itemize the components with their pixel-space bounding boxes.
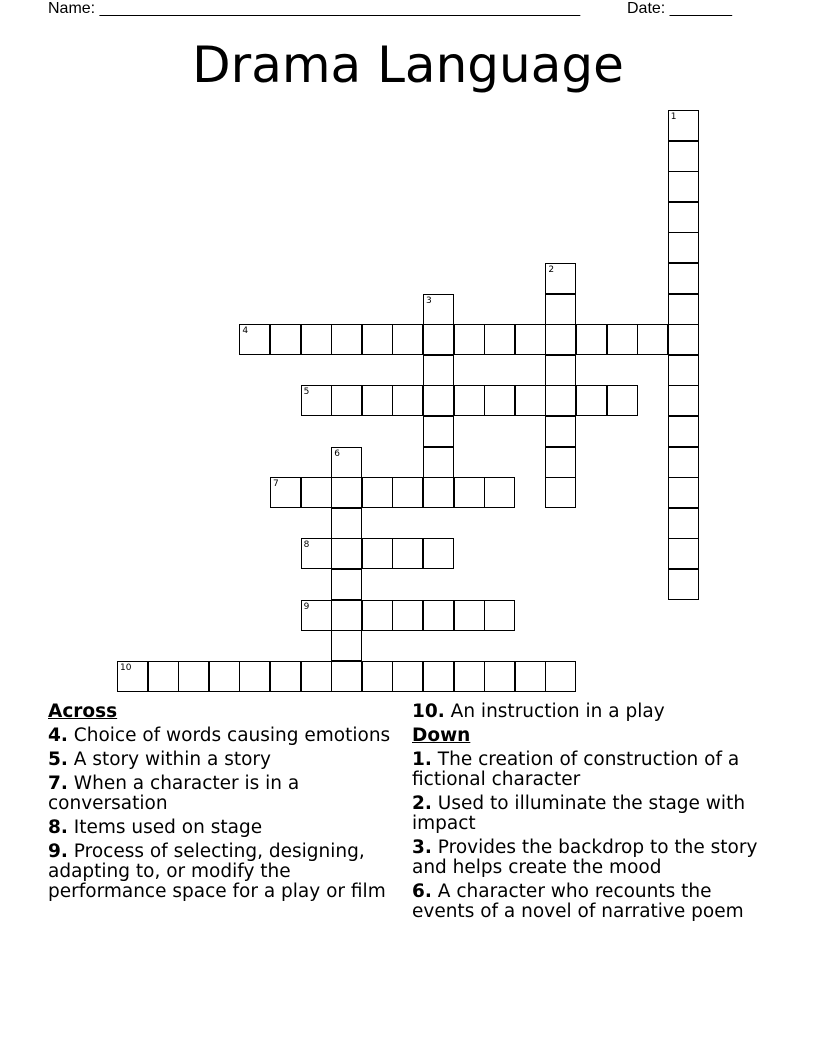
grid-cell[interactable] [545, 477, 576, 508]
clue-number: 5 [303, 387, 310, 398]
grid-cell[interactable] [454, 324, 485, 355]
clue-across-8: 8. Items used on stage [48, 817, 263, 838]
clue-number: 2 [548, 265, 555, 275]
grid-cell[interactable] [331, 600, 362, 631]
grid-cell[interactable] [454, 385, 485, 416]
clue-across-7: 7. When a character is in a conversation [48, 773, 300, 814]
grid-cell[interactable] [576, 324, 607, 355]
clue-number: 9 [303, 601, 310, 612]
grid-cell[interactable] [545, 263, 576, 294]
grid-cell[interactable] [545, 416, 576, 447]
grid-cell[interactable] [423, 385, 454, 416]
grid-cell[interactable] [331, 477, 362, 508]
grid-cell[interactable] [301, 324, 332, 355]
grid-cell[interactable] [668, 538, 699, 569]
clue-down-1: 1. The creation of construction of a fictional character [412, 749, 740, 790]
clue-number: 1 [670, 112, 677, 122]
grid-cell[interactable] [454, 661, 485, 692]
grid-cell[interactable] [270, 661, 301, 692]
grid-cell[interactable] [515, 661, 546, 692]
grid-cell[interactable] [362, 600, 393, 631]
grid-cell[interactable] [392, 600, 423, 631]
grid-cell[interactable] [668, 477, 699, 508]
clue-number: 4 [242, 326, 249, 337]
grid-cell[interactable] [668, 202, 699, 233]
grid-cell[interactable] [454, 600, 485, 631]
grid-cell[interactable] [484, 600, 515, 631]
grid-cell[interactable] [117, 661, 148, 692]
grid-cell[interactable] [331, 569, 362, 600]
grid-cell[interactable] [668, 416, 699, 447]
grid-cell[interactable] [148, 661, 179, 692]
grid-cell[interactable] [392, 661, 423, 692]
down-clues-column [412, 702, 772, 926]
grid-cell[interactable] [392, 477, 423, 508]
grid-cell[interactable] [239, 324, 270, 355]
grid-cell[interactable] [331, 385, 362, 416]
header [48, 0, 732, 18]
clue-number: 8 [303, 540, 310, 551]
down-heading: Down [412, 725, 471, 746]
grid-cell[interactable] [423, 600, 454, 631]
grid-cell[interactable] [301, 385, 332, 416]
grid-cell[interactable] [301, 538, 332, 569]
clue-down-6: 6. A character who recounts the events of a novel of narrative poem [412, 881, 744, 922]
grid-cell[interactable] [423, 447, 454, 478]
grid-cell[interactable] [668, 324, 699, 355]
grid-cell[interactable] [545, 447, 576, 478]
grid-cell[interactable] [423, 538, 454, 569]
clue-down-2: 2. Used to illuminate the stage with impact [412, 793, 746, 834]
grid-cell[interactable] [331, 630, 362, 661]
grid-cell[interactable] [362, 324, 393, 355]
grid-cell[interactable] [545, 385, 576, 416]
clue-across-5: 5. A story within a story [48, 749, 271, 770]
page-title: Drama Language [192, 36, 624, 94]
grid-cell[interactable] [545, 294, 576, 325]
grid-cell[interactable] [515, 324, 546, 355]
grid-cell[interactable] [484, 324, 515, 355]
grid-cell[interactable] [668, 447, 699, 478]
grid-cell[interactable] [331, 324, 362, 355]
grid-cell[interactable] [423, 477, 454, 508]
across-heading: Across [48, 701, 118, 722]
grid-cell[interactable] [423, 661, 454, 692]
grid-cell[interactable] [607, 385, 638, 416]
clue-down-3: 3. Provides the backdrop to the story and helps create the mood [412, 837, 758, 878]
grid-cell[interactable] [545, 355, 576, 386]
clue-across-10: 10. An instruction in a play [412, 701, 665, 722]
date-field-label[interactable]: Date: _______ [627, 0, 732, 17]
grid-cell[interactable] [668, 263, 699, 294]
grid-cell[interactable] [668, 232, 699, 263]
grid-cell[interactable] [331, 661, 362, 692]
grid-cell[interactable] [576, 385, 607, 416]
grid-cell[interactable] [362, 385, 393, 416]
grid-cell[interactable] [362, 661, 393, 692]
across-clues [48, 702, 398, 906]
grid-cell[interactable] [392, 324, 423, 355]
grid-cell[interactable] [668, 355, 699, 386]
grid-cell[interactable] [545, 661, 576, 692]
grid-cell[interactable] [668, 569, 699, 600]
grid-cell[interactable] [362, 477, 393, 508]
grid-cell[interactable] [484, 385, 515, 416]
grid-cell[interactable] [637, 324, 668, 355]
clue-number: 7 [273, 479, 279, 490]
grid-cell[interactable] [668, 508, 699, 539]
grid-cell[interactable] [423, 416, 454, 447]
grid-cell[interactable] [668, 294, 699, 325]
clue-number: 6 [334, 448, 340, 459]
name-field-label[interactable]: Name: ______________________________________________________ [48, 0, 581, 17]
clue-number: 10 [120, 662, 132, 673]
grid-cell[interactable] [423, 294, 454, 325]
grid-cell[interactable] [331, 538, 362, 569]
grid-cell[interactable] [392, 385, 423, 416]
grid-cell[interactable] [668, 141, 699, 172]
grid-cell[interactable] [668, 385, 699, 416]
grid-cell[interactable] [209, 661, 240, 692]
clue-across-9: 9. Process of selecting, designing, adapting to, or modify the performance space for a play or film [48, 841, 386, 902]
grid-cell[interactable] [239, 661, 270, 692]
grid-cell[interactable] [362, 538, 393, 569]
grid-cell[interactable] [423, 355, 454, 386]
grid-cell[interactable] [301, 661, 332, 692]
grid-cell[interactable] [301, 600, 332, 631]
grid-cell[interactable] [331, 508, 362, 539]
grid-cell[interactable] [270, 477, 301, 508]
grid-cell[interactable] [423, 324, 454, 355]
grid-cell[interactable] [178, 661, 209, 692]
grid-cell[interactable] [392, 538, 423, 569]
grid-cell[interactable] [545, 324, 576, 355]
grid-cell[interactable] [301, 477, 332, 508]
grid-cell[interactable] [668, 171, 699, 202]
grid-cell[interactable] [484, 661, 515, 692]
grid-cell[interactable] [331, 447, 362, 478]
grid-cell[interactable] [454, 477, 485, 508]
grid-cell[interactable] [484, 477, 515, 508]
grid-cell[interactable] [515, 385, 546, 416]
grid-cell[interactable] [607, 324, 638, 355]
grid-cell[interactable] [270, 324, 301, 355]
clue-number: 3 [426, 295, 432, 306]
clue-across-4: 4. Choice of words causing emotions [48, 725, 391, 746]
grid-cell[interactable] [668, 110, 699, 141]
